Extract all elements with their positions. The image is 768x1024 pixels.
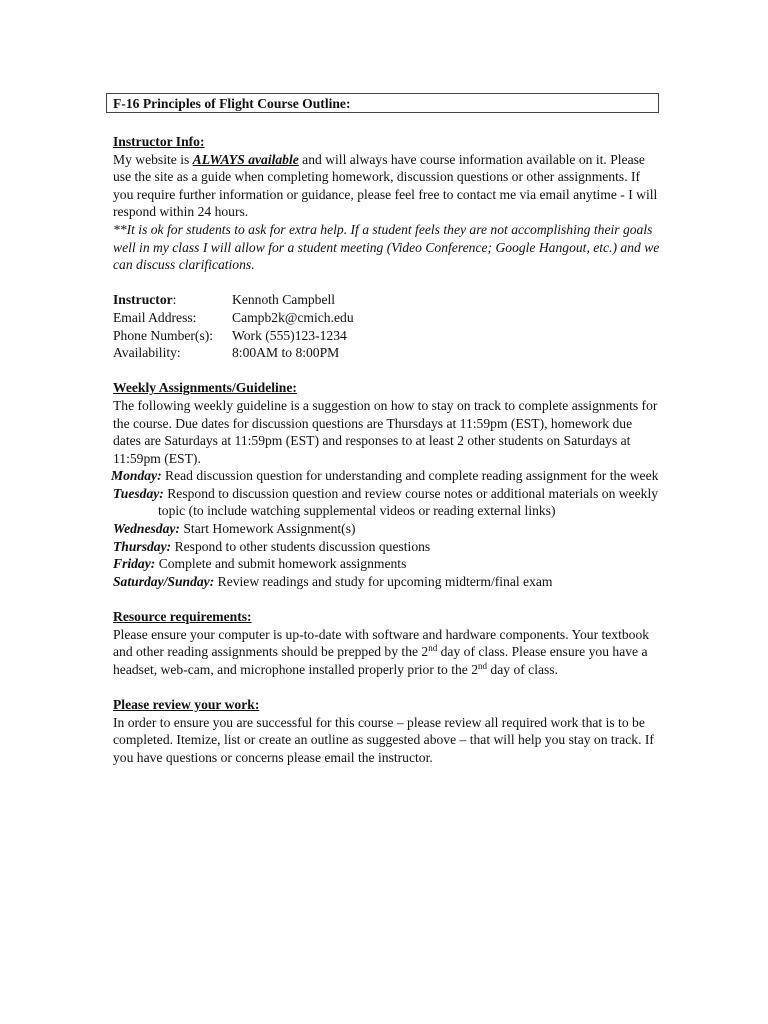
resources-paragraph: Please ensure your computer is up-to-date with software and hardware components. Your textbook and other reading assignments should be prepped by the 2nd day of class. Please ensure you have a headset, web-cam, and microphone installed properly prior to the 2nd day of class. xyxy=(113,626,650,677)
instructor-name: Kennoth Campbell xyxy=(232,292,336,308)
intro-before: My website is xyxy=(113,151,193,167)
day-wednesday xyxy=(113,520,663,538)
availability-value: 8:00AM to 8:00PM xyxy=(232,345,340,361)
always-available-emphasis: ALWAYS available xyxy=(192,151,299,167)
day-label: Saturday/Sunday: xyxy=(113,573,215,589)
phone-value: Work (555)123-1234 xyxy=(232,327,347,343)
instructor-info-paragraph xyxy=(113,151,663,221)
day-monday xyxy=(111,467,663,485)
availability-label: Availability: xyxy=(113,345,181,361)
day-text: Complete and submit homework assignments xyxy=(155,556,407,572)
contact-row-availability xyxy=(113,344,354,362)
day-friday xyxy=(113,555,663,573)
contact-table xyxy=(113,291,354,361)
day-text: Respond to discussion question and review course notes or additional materials on weekly topic (to include watching supplemental videos or reading external links) xyxy=(158,485,659,519)
resources-heading: Resource requirements: xyxy=(113,609,252,625)
day-text: Read discussion question for understanding and complete reading assignment for the week xyxy=(161,468,659,484)
day-text: Review readings and study for upcoming midterm/final exam xyxy=(214,573,553,589)
email-label: Email Address: xyxy=(113,309,197,325)
course-title: F-16 Principles of Flight Course Outline: xyxy=(106,93,659,113)
day-label: Wednesday: xyxy=(113,521,180,537)
review-heading: Please review your work: xyxy=(113,697,260,712)
email-value: Campb2k@cmich.edu xyxy=(232,309,354,325)
day-tuesday xyxy=(113,485,663,520)
extra-help-note: **It is ok for students to ask for extra help. If a student feels they are not accomplishing their goals well in my class I will allow for a student meeting (Video Conference; Google Hangout, etc.) and we can discuss clarifications. xyxy=(113,221,660,273)
review-paragraph: In order to ensure you are successful for this course – please review all required work that is to be completed. Itemize, list or create an outline as suggested above – that will help you stay on track. If you have questions or concerns please email the instructor. xyxy=(113,714,654,765)
document-body xyxy=(113,133,663,766)
day-text: Start Homework Assignment(s) xyxy=(179,521,356,537)
weekly-heading: Weekly Assignments/Guideline: xyxy=(113,380,297,396)
day-label: Monday: xyxy=(111,468,162,484)
ordinal-suffix: nd xyxy=(428,643,438,654)
day-label: Thursday: xyxy=(113,538,172,554)
instructor-label: Instructor: xyxy=(113,292,177,308)
contact-row-instructor xyxy=(113,291,354,309)
instructor-info-heading: Instructor Info: xyxy=(113,134,205,149)
contact-row-email xyxy=(113,309,354,327)
day-text: Respond to other students discussion questions xyxy=(171,538,431,554)
intro-after: and will always have course information available on it. Please use the site as a guide when completing homework, discussion questions or other assignments. If you require further information or guidance, please feel free to contact me via email anytime - I will respond within 24 hours. xyxy=(113,151,658,220)
weekly-intro: The following weekly guideline is a suggestion on how to stay on track to complete assignments for the course. Due dates for discussion questions are Thursdays at 11:59pm (EST), homework due dates are Saturdays at 11:59pm (EST) and responses to at least 2 other students on Saturdays at 11:59pm (EST). xyxy=(113,397,658,466)
day-saturday-sunday xyxy=(113,573,663,591)
phone-label: Phone Number(s): xyxy=(113,327,214,343)
day-thursday xyxy=(113,538,663,556)
day-label: Friday: xyxy=(113,556,156,572)
ordinal-suffix: nd xyxy=(478,660,488,671)
contact-row-phone xyxy=(113,327,354,345)
day-label: Tuesday: xyxy=(113,485,164,501)
